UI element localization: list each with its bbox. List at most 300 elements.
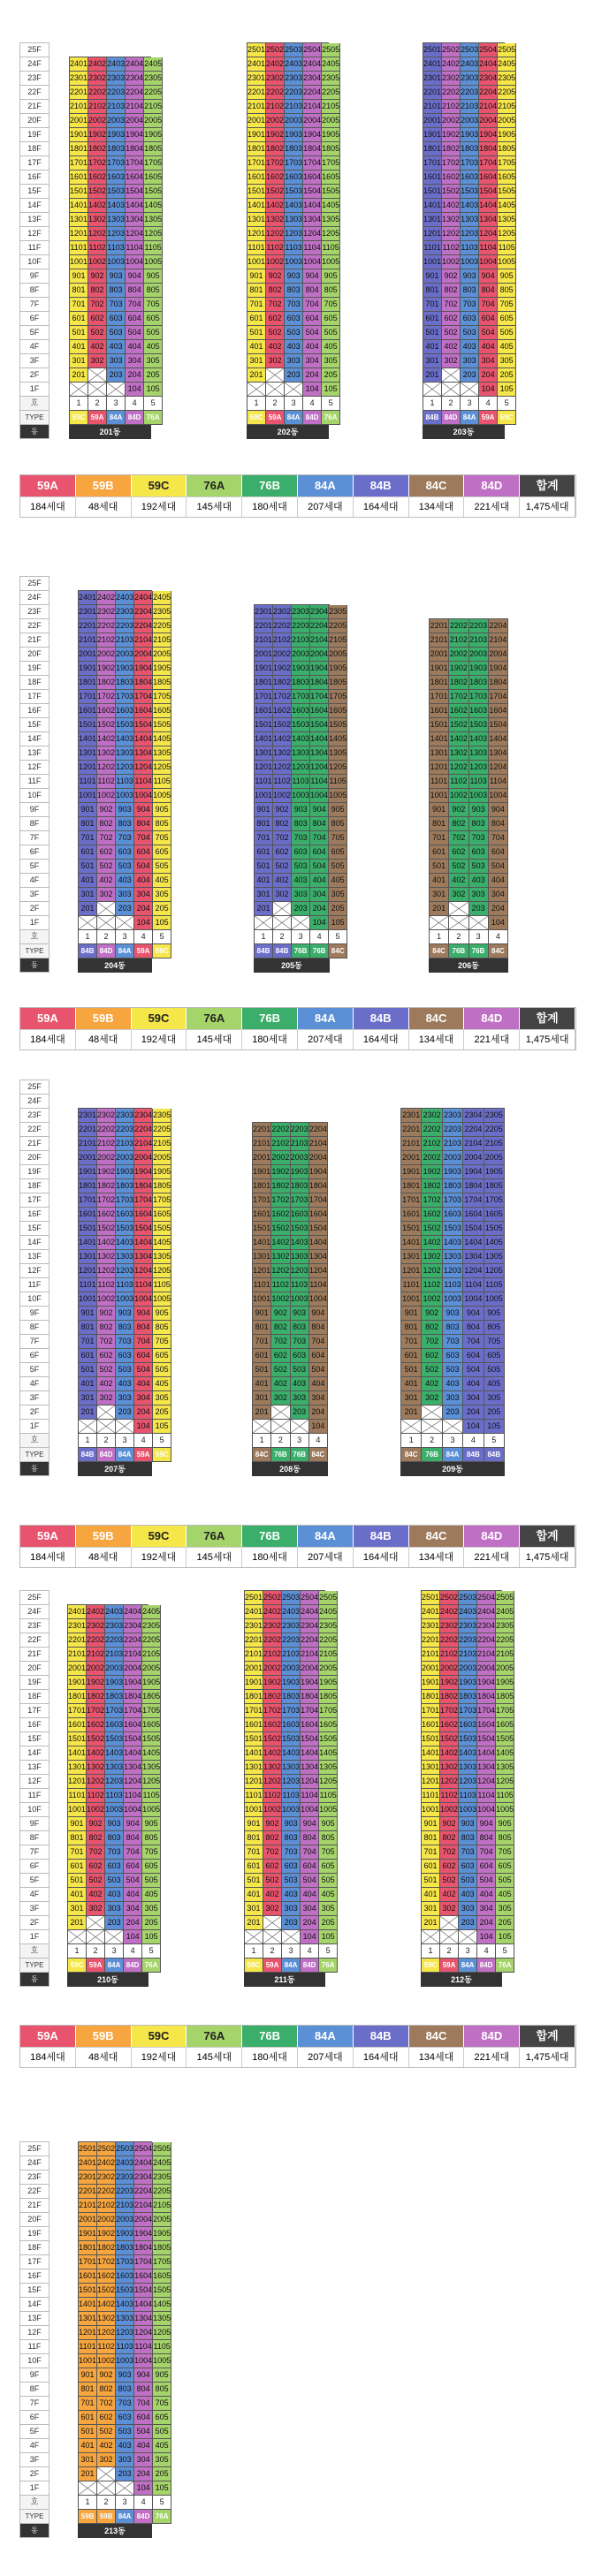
unit-cell[interactable]: 1403 — [443, 1236, 463, 1250]
unit-cell[interactable]: 1703 — [469, 690, 489, 704]
unit-cell[interactable]: 703 — [443, 1335, 463, 1349]
unit-cell[interactable]: 2101 — [245, 1648, 263, 1662]
unit-cell[interactable]: 204 — [463, 1405, 484, 1420]
unit-cell[interactable]: 2503 — [461, 43, 479, 57]
unit-cell[interactable]: 2003 — [282, 1662, 301, 1676]
unit-cell[interactable]: 105 — [153, 2481, 171, 2496]
unit-cell[interactable]: 2101 — [423, 100, 442, 114]
unit-cell[interactable]: 602 — [449, 845, 468, 860]
unit-cell[interactable]: 802 — [442, 284, 461, 298]
unit-cell[interactable]: 1303 — [291, 1250, 309, 1264]
unit-cell[interactable]: 1801 — [430, 676, 449, 690]
unit-cell[interactable]: 1901 — [79, 662, 97, 676]
unit-cell[interactable]: 2305 — [322, 72, 340, 86]
unit-cell[interactable]: 2504 — [301, 1591, 319, 1605]
unit-cell[interactable]: 1103 — [469, 775, 489, 789]
unit-cell[interactable] — [271, 1405, 290, 1420]
unit-cell[interactable]: 603 — [116, 845, 134, 860]
unit-cell[interactable]: 2201 — [423, 86, 442, 100]
unit-cell[interactable]: 1305 — [322, 213, 340, 227]
unit-cell[interactable]: 505 — [498, 326, 516, 340]
unit-cell[interactable]: 2204 — [310, 619, 329, 633]
unit-cell[interactable]: 904 — [303, 269, 322, 284]
unit-cell[interactable] — [266, 383, 285, 397]
unit-cell[interactable]: 2102 — [97, 1137, 116, 1151]
unit-cell[interactable]: 1504 — [124, 1732, 142, 1746]
unit-cell[interactable] — [461, 383, 479, 397]
unit-cell[interactable] — [97, 1420, 116, 1434]
unit-cell[interactable]: 2205 — [329, 619, 347, 633]
unit-cell[interactable]: 1304 — [124, 1761, 142, 1775]
unit-cell[interactable]: 1702 — [271, 1193, 290, 1208]
unit-cell[interactable]: 302 — [271, 1391, 290, 1405]
unit-cell[interactable]: 1101 — [70, 241, 88, 255]
unit-cell[interactable]: 1605 — [153, 704, 171, 718]
unit-cell[interactable]: 503 — [461, 326, 479, 340]
unit-cell[interactable]: 602 — [97, 2411, 116, 2425]
unit-cell[interactable]: 401 — [70, 340, 88, 354]
unit-cell[interactable]: 801 — [79, 2383, 97, 2397]
unit-cell[interactable]: 1603 — [105, 1718, 124, 1732]
unit-cell[interactable]: 704 — [134, 1335, 153, 1349]
unit-cell[interactable]: 1703 — [107, 156, 126, 170]
unit-cell[interactable]: 2404 — [134, 2156, 153, 2171]
unit-cell[interactable]: 2301 — [255, 605, 273, 619]
unit-cell[interactable]: 1802 — [97, 2241, 116, 2255]
unit-cell[interactable]: 1205 — [498, 227, 516, 241]
unit-cell[interactable]: 1405 — [496, 1746, 514, 1761]
unit-cell[interactable]: 301 — [245, 1902, 263, 1916]
unit-cell[interactable]: 1104 — [134, 2340, 153, 2354]
unit-cell[interactable]: 1201 — [422, 1775, 440, 1789]
unit-cell[interactable]: 2305 — [496, 1619, 514, 1633]
unit-cell[interactable]: 1103 — [292, 775, 310, 789]
unit-cell[interactable]: 1003 — [469, 789, 489, 803]
unit-cell[interactable]: 1605 — [319, 1718, 338, 1732]
unit-cell[interactable]: 1303 — [443, 1250, 463, 1264]
unit-cell[interactable]: 204 — [303, 368, 322, 383]
unit-cell[interactable]: 1701 — [248, 156, 266, 170]
unit-cell[interactable]: 2104 — [489, 633, 508, 648]
unit-cell[interactable]: 904 — [310, 803, 329, 817]
unit-cell[interactable] — [422, 1420, 442, 1434]
unit-cell[interactable]: 2003 — [459, 1662, 477, 1676]
unit-cell[interactable]: 1602 — [440, 1718, 459, 1732]
unit-cell[interactable]: 1101 — [430, 775, 449, 789]
unit-cell[interactable]: 902 — [449, 803, 468, 817]
unit-cell[interactable] — [245, 1930, 263, 1944]
unit-cell[interactable]: 1105 — [153, 1278, 171, 1292]
unit-cell[interactable]: 1901 — [248, 128, 266, 142]
unit-cell[interactable] — [422, 1930, 440, 1944]
unit-cell[interactable]: 1103 — [105, 1789, 124, 1803]
unit-cell[interactable]: 2204 — [124, 1633, 142, 1648]
unit-cell[interactable]: 803 — [291, 1321, 309, 1335]
unit-cell[interactable]: 1203 — [443, 1264, 463, 1278]
unit-cell[interactable]: 2101 — [70, 100, 88, 114]
unit-cell[interactable]: 1403 — [116, 732, 134, 746]
unit-cell[interactable]: 1405 — [153, 2298, 171, 2312]
unit-cell[interactable]: 2002 — [97, 1151, 116, 1165]
unit-cell[interactable]: 201 — [245, 1916, 263, 1930]
unit-cell[interactable]: 401 — [255, 874, 273, 888]
unit-cell[interactable]: 1702 — [442, 156, 461, 170]
unit-cell[interactable]: 801 — [68, 1831, 87, 1845]
unit-cell[interactable]: 704 — [134, 2397, 153, 2411]
unit-cell[interactable]: 1501 — [70, 185, 88, 199]
unit-cell[interactable]: 2102 — [271, 1137, 290, 1151]
unit-cell[interactable]: 1605 — [496, 1718, 514, 1732]
unit-cell[interactable]: 1103 — [291, 1278, 309, 1292]
unit-cell[interactable] — [273, 902, 292, 916]
unit-cell[interactable]: 305 — [142, 1902, 161, 1916]
unit-cell[interactable]: 2103 — [461, 100, 479, 114]
unit-cell[interactable]: 1603 — [443, 1208, 463, 1222]
unit-cell[interactable]: 2304 — [463, 1109, 484, 1123]
unit-cell[interactable]: 805 — [153, 817, 171, 831]
unit-cell[interactable]: 105 — [142, 1930, 161, 1944]
unit-cell[interactable]: 703 — [116, 1335, 134, 1349]
unit-cell[interactable]: 1401 — [70, 199, 88, 213]
unit-cell[interactable]: 803 — [461, 284, 479, 298]
unit-cell[interactable]: 603 — [107, 312, 126, 326]
unit-cell[interactable]: 1904 — [134, 662, 153, 676]
unit-cell[interactable]: 1504 — [134, 2284, 153, 2298]
unit-cell[interactable]: 1704 — [310, 690, 329, 704]
unit-cell[interactable]: 801 — [422, 1831, 440, 1845]
unit-cell[interactable]: 1004 — [301, 1803, 319, 1817]
unit-cell[interactable]: 1901 — [253, 1165, 271, 1179]
unit-cell[interactable]: 2204 — [479, 86, 498, 100]
unit-cell[interactable]: 901 — [422, 1817, 440, 1831]
unit-cell[interactable] — [449, 902, 468, 916]
unit-cell[interactable]: 2302 — [87, 1619, 105, 1633]
unit-cell[interactable]: 1505 — [319, 1732, 338, 1746]
unit-cell[interactable]: 2003 — [107, 114, 126, 128]
unit-cell[interactable]: 2405 — [142, 1605, 161, 1619]
unit-cell[interactable]: 802 — [422, 1321, 442, 1335]
unit-cell[interactable]: 1201 — [423, 227, 442, 241]
unit-cell[interactable]: 503 — [105, 1874, 124, 1888]
unit-cell[interactable]: 401 — [68, 1888, 87, 1902]
unit-cell[interactable]: 1204 — [124, 1775, 142, 1789]
unit-cell[interactable]: 2001 — [253, 1151, 271, 1165]
unit-cell[interactable]: 1404 — [301, 1746, 319, 1761]
unit-cell[interactable]: 2503 — [116, 2142, 134, 2156]
unit-cell[interactable]: 2405 — [322, 57, 340, 72]
unit-cell[interactable]: 1702 — [87, 1704, 105, 1718]
unit-cell[interactable]: 502 — [440, 1874, 459, 1888]
unit-cell[interactable]: 1704 — [489, 690, 508, 704]
unit-cell[interactable]: 1601 — [401, 1208, 422, 1222]
unit-cell[interactable]: 2304 — [477, 1619, 496, 1633]
unit-cell[interactable]: 1803 — [116, 676, 134, 690]
unit-cell[interactable]: 1502 — [449, 718, 468, 732]
unit-cell[interactable]: 2104 — [309, 1137, 328, 1151]
unit-cell[interactable]: 1505 — [322, 185, 340, 199]
unit-cell[interactable]: 1001 — [248, 255, 266, 269]
unit-cell[interactable]: 801 — [401, 1321, 422, 1335]
unit-cell[interactable]: 2301 — [423, 72, 442, 86]
unit-cell[interactable]: 602 — [88, 312, 107, 326]
unit-cell[interactable]: 1202 — [271, 1264, 290, 1278]
unit-cell[interactable]: 1502 — [263, 1732, 282, 1746]
unit-cell[interactable]: 1805 — [142, 1690, 161, 1704]
unit-cell[interactable]: 701 — [253, 1335, 271, 1349]
unit-cell[interactable]: 2303 — [116, 2171, 134, 2185]
unit-cell[interactable]: 1603 — [282, 1718, 301, 1732]
unit-cell[interactable]: 1802 — [97, 676, 116, 690]
unit-cell[interactable] — [70, 383, 88, 397]
unit-cell[interactable]: 502 — [273, 860, 292, 874]
unit-cell[interactable]: 1003 — [285, 255, 303, 269]
unit-cell[interactable]: 1005 — [329, 789, 347, 803]
unit-cell[interactable]: 501 — [423, 326, 442, 340]
unit-cell[interactable]: 203 — [116, 2467, 134, 2481]
unit-cell[interactable]: 702 — [97, 831, 116, 845]
unit-cell[interactable]: 804 — [126, 284, 144, 298]
unit-cell[interactable]: 2304 — [310, 605, 329, 619]
unit-cell[interactable]: 1001 — [430, 789, 449, 803]
unit-cell[interactable]: 1701 — [79, 1193, 97, 1208]
unit-cell[interactable]: 402 — [449, 874, 468, 888]
unit-cell[interactable]: 1304 — [134, 1250, 153, 1264]
unit-cell[interactable]: 502 — [442, 326, 461, 340]
unit-cell[interactable]: 2403 — [285, 57, 303, 72]
unit-cell[interactable]: 2203 — [291, 1123, 309, 1137]
unit-cell[interactable]: 1502 — [271, 1222, 290, 1236]
unit-cell[interactable]: 805 — [496, 1831, 514, 1845]
unit-cell[interactable]: 1101 — [248, 241, 266, 255]
unit-cell[interactable]: 301 — [79, 2453, 97, 2467]
unit-cell[interactable]: 1904 — [309, 1165, 328, 1179]
unit-cell[interactable]: 1404 — [303, 199, 322, 213]
unit-cell[interactable]: 402 — [97, 874, 116, 888]
unit-cell[interactable]: 201 — [255, 902, 273, 916]
unit-cell[interactable]: 201 — [401, 1405, 422, 1420]
unit-cell[interactable]: 604 — [303, 312, 322, 326]
unit-cell[interactable]: 2002 — [271, 1151, 290, 1165]
unit-cell[interactable]: 1404 — [309, 1236, 328, 1250]
unit-cell[interactable]: 501 — [245, 1874, 263, 1888]
unit-cell[interactable]: 1601 — [79, 704, 97, 718]
unit-cell[interactable]: 2403 — [282, 1605, 301, 1619]
unit-cell[interactable]: 2201 — [422, 1633, 440, 1648]
unit-cell[interactable]: 1603 — [116, 1208, 134, 1222]
unit-cell[interactable]: 2003 — [116, 648, 134, 662]
unit-cell[interactable]: 605 — [322, 312, 340, 326]
unit-cell[interactable]: 601 — [245, 1860, 263, 1874]
unit-cell[interactable]: 1102 — [273, 775, 292, 789]
unit-cell[interactable]: 2103 — [105, 1648, 124, 1662]
unit-cell[interactable]: 2201 — [430, 619, 449, 633]
unit-cell[interactable]: 601 — [68, 1860, 87, 1874]
unit-cell[interactable] — [68, 1930, 87, 1944]
unit-cell[interactable]: 1501 — [253, 1222, 271, 1236]
unit-cell[interactable]: 701 — [79, 1335, 97, 1349]
unit-cell[interactable]: 1102 — [422, 1278, 442, 1292]
unit-cell[interactable]: 604 — [479, 312, 498, 326]
unit-cell[interactable]: 1405 — [144, 199, 163, 213]
unit-cell[interactable]: 1002 — [266, 255, 285, 269]
unit-cell[interactable]: 2003 — [469, 648, 489, 662]
unit-cell[interactable]: 804 — [301, 1831, 319, 1845]
unit-cell[interactable]: 1101 — [253, 1278, 271, 1292]
unit-cell[interactable] — [87, 1916, 105, 1930]
unit-cell[interactable]: 1604 — [134, 704, 153, 718]
unit-cell[interactable]: 1205 — [153, 2326, 171, 2340]
unit-cell[interactable]: 904 — [126, 269, 144, 284]
unit-cell[interactable]: 805 — [153, 2383, 171, 2397]
unit-cell[interactable]: 201 — [423, 368, 442, 383]
unit-cell[interactable]: 1203 — [461, 227, 479, 241]
unit-cell[interactable]: 1305 — [496, 1761, 514, 1775]
unit-cell[interactable]: 1205 — [322, 227, 340, 241]
unit-cell[interactable]: 203 — [469, 902, 489, 916]
unit-cell[interactable]: 2204 — [134, 2185, 153, 2199]
unit-cell[interactable]: 1003 — [459, 1803, 477, 1817]
unit-cell[interactable]: 905 — [319, 1817, 338, 1831]
unit-cell[interactable]: 504 — [310, 860, 329, 874]
unit-cell[interactable]: 801 — [255, 817, 273, 831]
unit-cell[interactable]: 302 — [88, 354, 107, 368]
unit-cell[interactable]: 204 — [309, 1405, 328, 1420]
unit-cell[interactable]: 1004 — [463, 1292, 484, 1307]
unit-cell[interactable]: 2104 — [301, 1648, 319, 1662]
unit-cell[interactable]: 904 — [134, 1307, 153, 1321]
unit-cell[interactable]: 2004 — [310, 648, 329, 662]
unit-cell[interactable]: 805 — [498, 284, 516, 298]
unit-cell[interactable]: 1705 — [322, 156, 340, 170]
unit-cell[interactable]: 2504 — [477, 1591, 496, 1605]
unit-cell[interactable]: 2102 — [263, 1648, 282, 1662]
unit-cell[interactable]: 1205 — [153, 761, 171, 775]
unit-cell[interactable]: 401 — [79, 1377, 97, 1391]
unit-cell[interactable]: 1805 — [484, 1179, 505, 1193]
unit-cell[interactable]: 1604 — [310, 704, 329, 718]
unit-cell[interactable]: 305 — [144, 354, 163, 368]
unit-cell[interactable]: 1604 — [301, 1718, 319, 1732]
unit-cell[interactable]: 2104 — [124, 1648, 142, 1662]
unit-cell[interactable]: 1605 — [153, 1208, 171, 1222]
unit-cell[interactable]: 2002 — [87, 1662, 105, 1676]
unit-cell[interactable]: 1704 — [126, 156, 144, 170]
unit-cell[interactable]: 603 — [105, 1860, 124, 1874]
unit-cell[interactable]: 303 — [291, 1391, 309, 1405]
unit-cell[interactable]: 2104 — [134, 2199, 153, 2213]
unit-cell[interactable]: 2105 — [498, 100, 516, 114]
unit-cell[interactable]: 1804 — [479, 142, 498, 156]
unit-cell[interactable]: 104 — [134, 1420, 153, 1434]
unit-cell[interactable]: 502 — [263, 1874, 282, 1888]
unit-cell[interactable]: 1202 — [88, 227, 107, 241]
unit-cell[interactable]: 305 — [153, 888, 171, 902]
unit-cell[interactable]: 802 — [97, 2383, 116, 2397]
unit-cell[interactable]: 1101 — [79, 775, 97, 789]
unit-cell[interactable]: 1501 — [430, 718, 449, 732]
unit-cell[interactable]: 903 — [282, 1817, 301, 1831]
unit-cell[interactable]: 1405 — [319, 1746, 338, 1761]
unit-cell[interactable]: 2004 — [134, 1151, 153, 1165]
unit-cell[interactable]: 1801 — [253, 1179, 271, 1193]
unit-cell[interactable]: 1701 — [430, 690, 449, 704]
unit-cell[interactable]: 1305 — [484, 1250, 505, 1264]
unit-cell[interactable]: 2105 — [319, 1648, 338, 1662]
unit-cell[interactable] — [271, 1420, 290, 1434]
unit-cell[interactable]: 2003 — [105, 1662, 124, 1676]
unit-cell[interactable]: 104 — [301, 1930, 319, 1944]
unit-cell[interactable]: 2402 — [97, 591, 116, 605]
unit-cell[interactable]: 2105 — [484, 1137, 505, 1151]
unit-cell[interactable]: 2302 — [263, 1619, 282, 1633]
unit-cell[interactable]: 2405 — [498, 57, 516, 72]
unit-cell[interactable]: 802 — [88, 284, 107, 298]
unit-cell[interactable]: 1705 — [319, 1704, 338, 1718]
unit-cell[interactable]: 705 — [153, 1335, 171, 1349]
unit-cell[interactable]: 2505 — [153, 2142, 171, 2156]
unit-cell[interactable]: 801 — [430, 817, 449, 831]
unit-cell[interactable]: 1802 — [88, 142, 107, 156]
unit-cell[interactable]: 2003 — [116, 1151, 134, 1165]
unit-cell[interactable]: 1901 — [79, 2227, 97, 2241]
unit-cell[interactable]: 804 — [310, 817, 329, 831]
unit-cell[interactable]: 2001 — [79, 1151, 97, 1165]
unit-cell[interactable]: 1603 — [291, 1208, 309, 1222]
unit-cell[interactable]: 2205 — [153, 2185, 171, 2199]
unit-cell[interactable]: 1104 — [126, 241, 144, 255]
unit-cell[interactable]: 301 — [79, 1391, 97, 1405]
unit-cell[interactable]: 1803 — [116, 1179, 134, 1193]
unit-cell[interactable]: 2403 — [459, 1605, 477, 1619]
unit-cell[interactable]: 1502 — [97, 2284, 116, 2298]
unit-cell[interactable]: 204 — [301, 1916, 319, 1930]
unit-cell[interactable]: 1004 — [126, 255, 144, 269]
unit-cell[interactable]: 1904 — [479, 128, 498, 142]
unit-cell[interactable]: 2001 — [248, 114, 266, 128]
unit-cell[interactable]: 1201 — [68, 1775, 87, 1789]
unit-cell[interactable]: 2303 — [107, 72, 126, 86]
unit-cell[interactable]: 2005 — [329, 648, 347, 662]
unit-cell[interactable]: 1105 — [322, 241, 340, 255]
unit-cell[interactable]: 1201 — [248, 227, 266, 241]
unit-cell[interactable]: 1701 — [68, 1704, 87, 1718]
unit-cell[interactable]: 2501 — [422, 1591, 440, 1605]
unit-cell[interactable]: 2301 — [79, 2171, 97, 2185]
unit-cell[interactable]: 703 — [107, 298, 126, 312]
unit-cell[interactable]: 1904 — [477, 1676, 496, 1690]
unit-cell[interactable]: 505 — [496, 1874, 514, 1888]
unit-cell[interactable]: 2102 — [266, 100, 285, 114]
unit-cell[interactable]: 501 — [430, 860, 449, 874]
unit-cell[interactable]: 1204 — [126, 227, 144, 241]
unit-cell[interactable]: 1201 — [79, 2326, 97, 2340]
unit-cell[interactable]: 2102 — [449, 633, 468, 648]
unit-cell[interactable]: 305 — [484, 1391, 505, 1405]
unit-cell[interactable]: 1902 — [271, 1165, 290, 1179]
unit-cell[interactable]: 603 — [292, 845, 310, 860]
unit-cell[interactable]: 1104 — [303, 241, 322, 255]
unit-cell[interactable]: 905 — [484, 1307, 505, 1321]
unit-cell[interactable]: 305 — [319, 1902, 338, 1916]
unit-cell[interactable]: 2003 — [461, 114, 479, 128]
unit-cell[interactable]: 1702 — [449, 690, 468, 704]
unit-cell[interactable]: 1503 — [116, 1222, 134, 1236]
unit-cell[interactable]: 1205 — [484, 1264, 505, 1278]
unit-cell[interactable]: 304 — [463, 1391, 484, 1405]
unit-cell[interactable]: 2003 — [292, 648, 310, 662]
unit-cell[interactable]: 1601 — [68, 1718, 87, 1732]
unit-cell[interactable]: 1602 — [88, 170, 107, 185]
